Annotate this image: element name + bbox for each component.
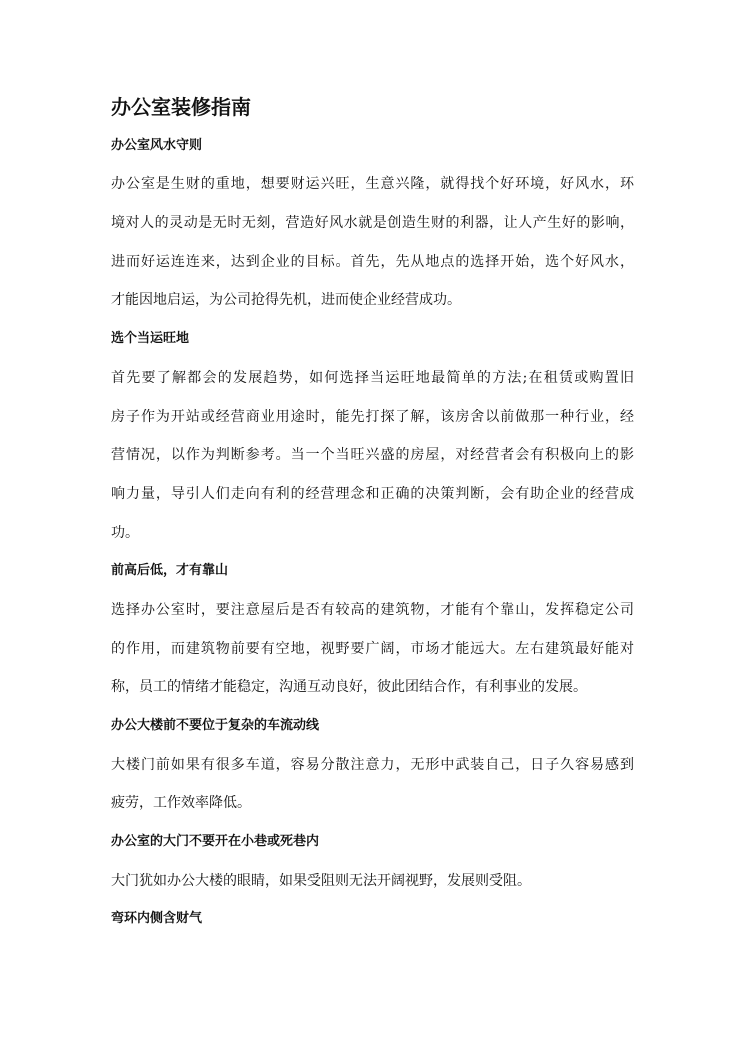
section [111,707,634,823]
paragraph-line: 境对人的灵动是无时无刻，营造好风水就是创造生财的利器，让人产生好的影响， [111,215,634,232]
paragraph-line: 选择办公室时，要注意屋后是否有较高的建筑物，才能有个靠山，发挥稳定公司 [111,601,634,618]
paragraph-line: 营情况，以作为判断参考。当一个当旺兴盛的房屋，对经营者会有积极向上的影 [111,447,634,464]
paragraph-line: 进而好运连连来，达到企业的目标。首先，先从地点的选择开始，选个好风水， [111,253,634,270]
section-heading: 选个当运旺地 [111,331,190,347]
section-heading: 办公室风水守则 [111,137,203,153]
section-heading: 前高后低，才有靠山 [111,563,229,579]
section-heading: 办公室的大门不要开在小巷或死巷内 [111,834,320,850]
paragraph-line: 首先要了解都会的发展趋势，如何选择当运旺地最简单的方法;在租赁或购置旧 [111,369,634,386]
section [111,552,634,707]
section [111,823,634,900]
document-body [111,127,634,939]
paragraph-line: 响力量，导引人们走向有利的经营理念和正确的决策判断，会有助企业的经营成 [111,485,634,502]
paragraph-line: 大门犹如办公大楼的眼睛，如果受阻则无法开阔视野，发展则受阻。 [111,872,531,889]
document-page [111,88,634,939]
document-title: 办公室装修指南 [111,95,251,119]
paragraph-line: 疲劳，工作效率降低。 [111,795,251,812]
paragraph-line: 称，员工的情绪才能稳定，沟通互动良好，彼此团结合作，有利事业的发展。 [111,679,587,696]
section [111,900,634,939]
section [111,127,634,320]
section-heading: 办公大楼前不要位于复杂的车流动线 [111,718,320,733]
paragraph-line: 房子作为开站或经营商业用途时，能先打探了解，该房舍以前做那一种行业，经 [111,408,634,425]
paragraph-line: 功。 [111,524,139,541]
paragraph-line: 才能因地启运，为公司抢得先机，进而使企业经营成功。 [111,292,461,309]
section [111,320,634,552]
section-heading: 弯环内侧含财气 [111,911,203,927]
paragraph-line: 办公室是生财的重地，想要财运兴旺，生意兴隆，就得找个好环境，好风水，环 [111,176,634,193]
paragraph-line: 的作用，而建筑物前要有空地，视野要广阔，市场才能远大。左右建筑最好能对 [111,640,634,657]
paragraph-line: 大楼门前如果有很多车道，容易分散注意力，无形中武装自己，日子久容易感到 [111,756,634,773]
